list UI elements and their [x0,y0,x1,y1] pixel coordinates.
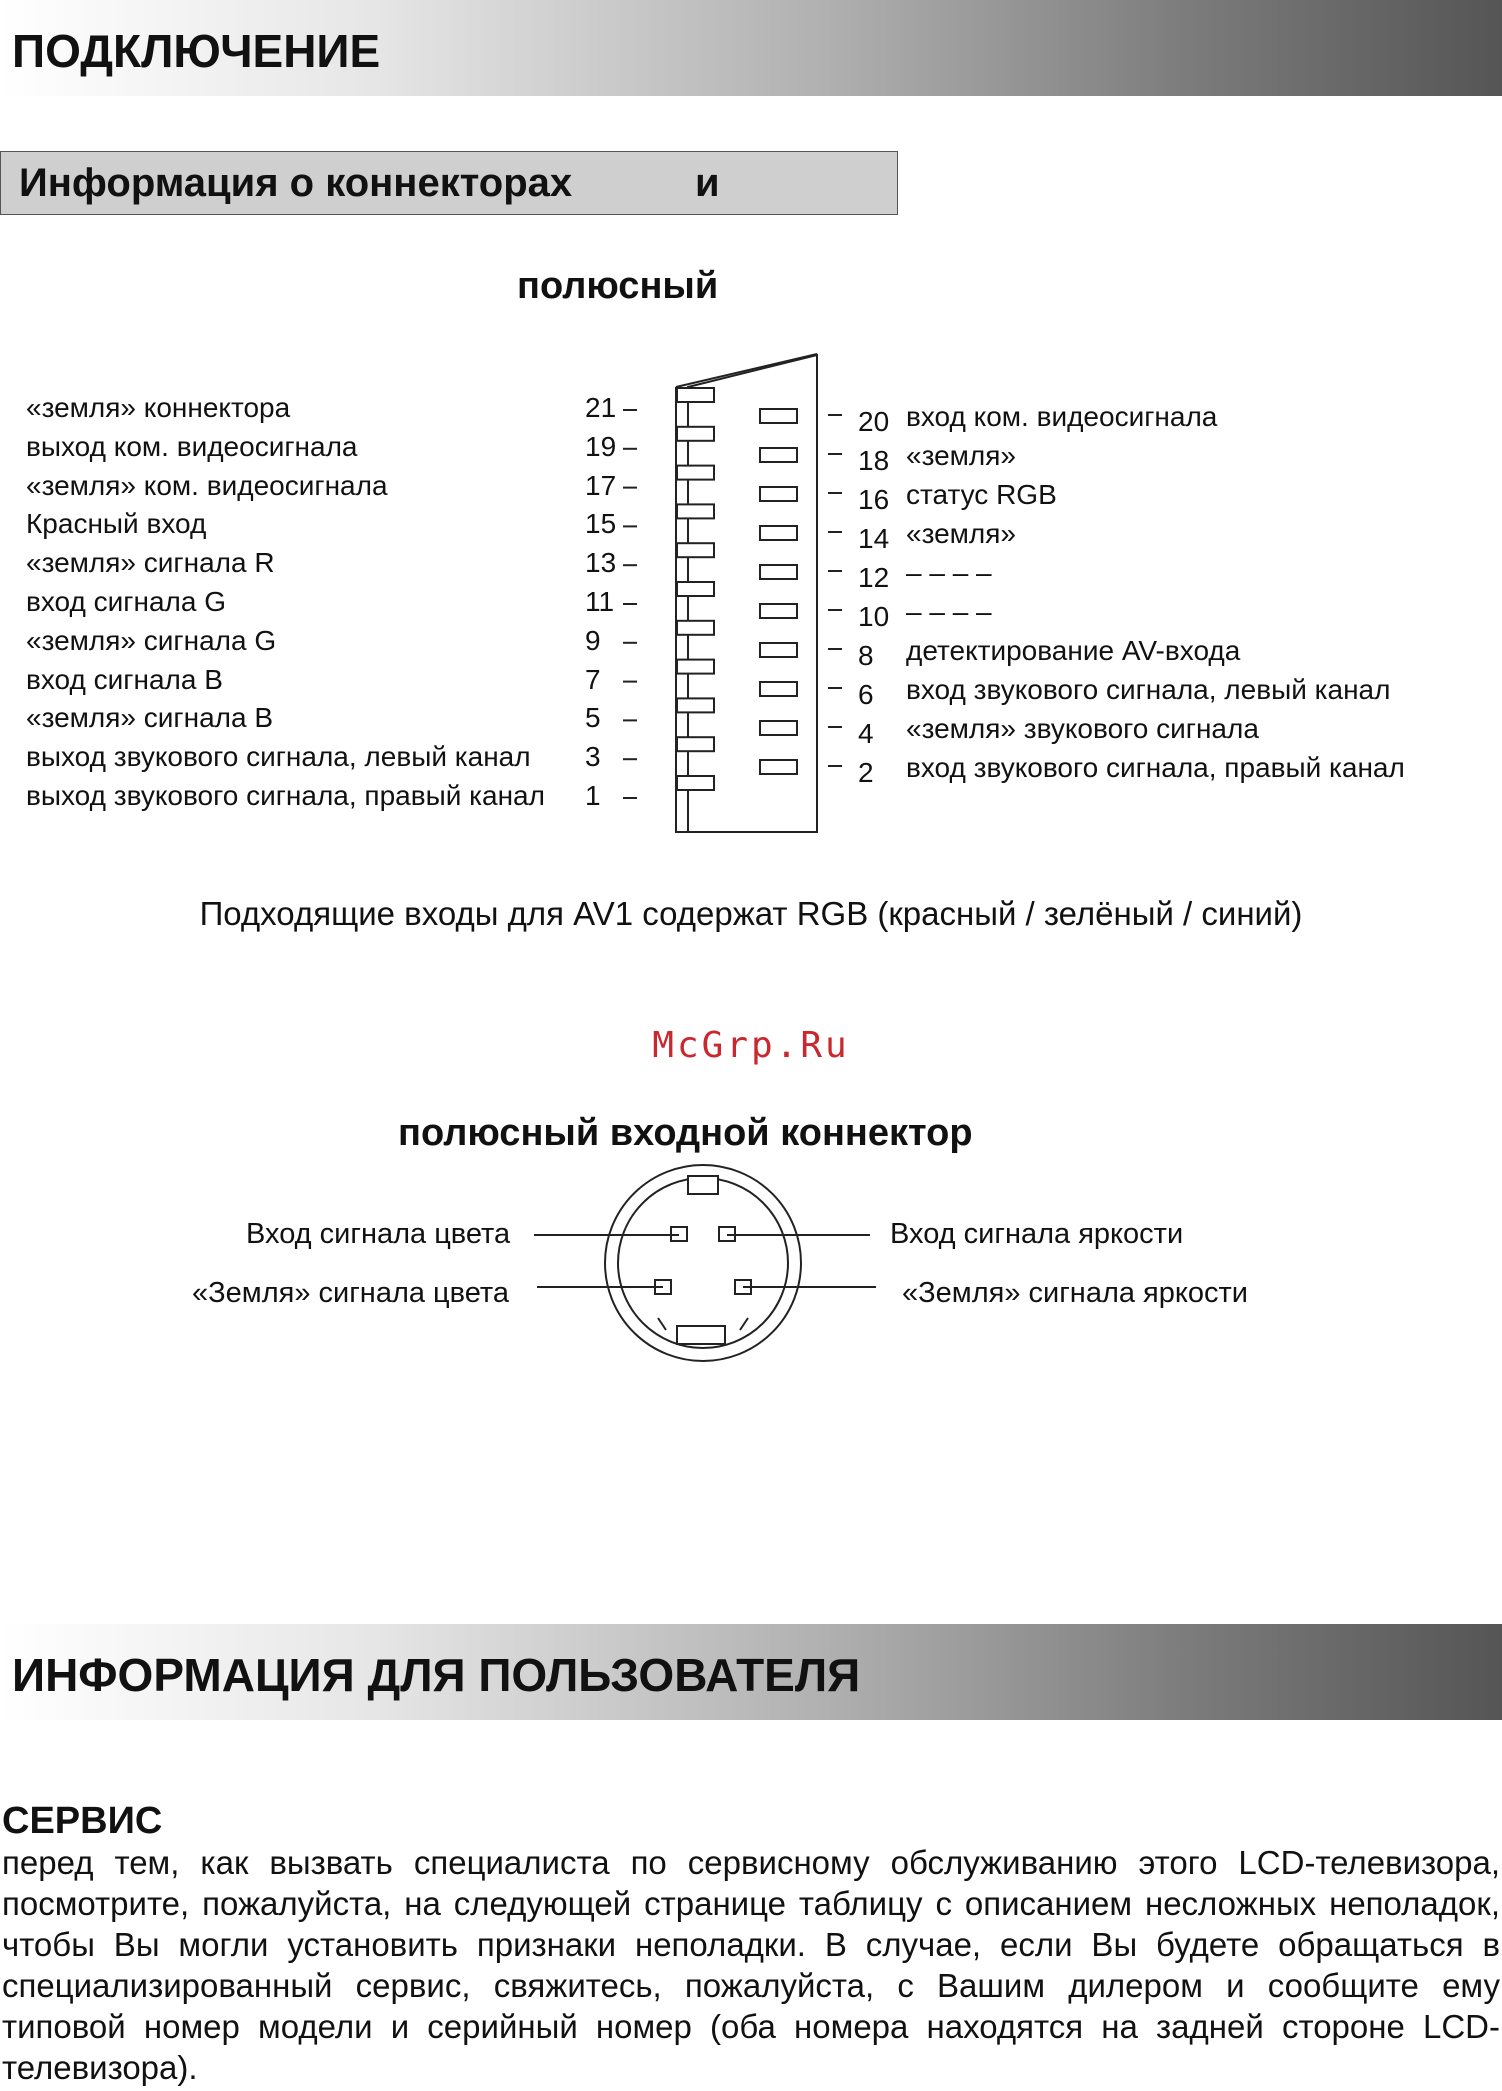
scart-right-pin-number: 8 [858,640,874,671]
scart-heading: полюсный [517,265,719,307]
svideo-key-top [688,1176,718,1194]
scart-left-pin-label: «земля» коннектора [26,392,291,423]
scart-right-pin-label: – – – – [906,557,992,588]
scart-left-pin-number: 17 [585,469,617,501]
scart-left-pin-label: «земля» сигнала R [26,547,275,579]
scart-left-pin-label: «земля» ком. видеосигнала [26,469,388,501]
scart-right-pin-number: 4 [858,718,874,749]
scart-right-pin-label: статус RGB [906,479,1057,510]
watermark: McGrp.Ru [652,1025,850,1066]
scart-right-pin-label: «земля» звукового сигнала [906,713,1259,744]
scart-right-pin-number: 14 [858,523,890,554]
svideo-inner-ring [618,1178,788,1348]
scart-right-pin-contact [760,409,797,423]
scart-left-pin-contact [677,504,714,518]
scart-right-pin-contact [760,721,797,735]
scart-right-pin-contact [760,448,797,462]
scart-right-pin-number: 10 [858,601,890,632]
subsection-header [0,151,898,215]
scart-right-pin-number: 12 [858,562,890,593]
scart-left-pin-number: 11 [585,586,615,617]
scart-left-pin-label: «земля» сигнала G [26,624,277,656]
scart-left-pin-label: выход звукового сигнала, правый канал [26,780,545,811]
subsection-title: Информация о коннекторах [19,161,573,205]
scart-left-pin-contact [677,582,714,596]
svideo-label-luma-in: Вход сигнала яркости [890,1218,1184,1250]
scart-left-pin-number: 21 [585,392,617,423]
scart-left-pin-contact [677,621,714,635]
scart-left-pin-number: 13 [585,547,617,579]
scart-right-pin-contact [760,760,797,774]
subsection-and: и [695,161,720,205]
scart-right-pin-label: вход ком. видеосигнала [906,401,1218,432]
scart-left-pin-label: вход сигнала G [26,586,226,617]
scart-right-pin-contact [760,487,797,501]
scart-right-pin-label: «земля» [906,518,1016,549]
svideo-outer-ring [605,1165,801,1361]
service-text: перед тем, как вызвать специалиста по сервисному обслуживанию этого LCD-телевизора, посмотрите, пожалуйста, на следующей странице таблицу с описанием несложных неполадок, чтобы Вы могли установить признаки неполадки. В случае, если Вы будете обращаться в специализированный сервис, свяжитесь, пожалуйста, с Вашим дилером и сообщите ему типовой номер модели и серийный номер (оба номера находятся на задней стороне LCD-телевизора). [2,1844,1500,2086]
scart-right-pin-label: «земля» [906,440,1016,471]
scart-right-pin-label: вход звукового сигнала, правый канал [906,752,1405,783]
scart-left-pin-contact [677,660,714,674]
scart-left-pin-contact [677,698,714,712]
scart-right-pin-number: 6 [858,679,874,710]
scart-left-pin-number: 5 [585,702,601,734]
svideo-key-bottom [677,1326,725,1344]
svideo-pin-color-in [671,1227,687,1241]
scart-right-pin-contact [760,604,797,618]
scart-left-pin-number: 15 [585,508,617,540]
section-title: ПОДКЛЮЧЕНИЕ [12,25,381,77]
scart-left-pin-contact [677,466,714,480]
section-banner-connection [0,0,1502,96]
scart-right-pin-number: 16 [858,484,890,515]
svideo-label-color-gnd: «Земля» сигнала цвета [192,1277,509,1309]
svideo-pin-luma-gnd [735,1280,751,1294]
scart-left-pin-label: выход ком. видеосигнала [26,430,358,462]
svideo-label-color-in: Вход сигнала цвета [246,1218,511,1250]
scart-left-pin-contact [677,737,714,751]
scart-left-pin-label: «земля» сигнала B [26,702,274,734]
scart-note: Подходящие входы для AV1 содержат RGB (красный / зелёный / синий) [199,895,1303,932]
scart-right-pin-label: вход звукового сигнала, левый канал [906,674,1391,705]
scart-right-pin-contact [760,682,797,696]
scart-right-pin-number: 20 [858,406,890,437]
scart-left-pin-contact [677,388,714,402]
scart-right-pin-label: детектирование AV-входа [906,635,1241,666]
scart-left-pin-label: вход сигнала B [26,663,223,695]
scart-right-pin-contact [760,526,797,540]
scart-left-pin-number: 7 [585,663,601,695]
scart-left-pin-label: выход звукового сигнала, левый канал [26,741,531,773]
scart-left-pin-contact [677,427,714,441]
svideo-heading: полюсный входной коннектор [398,1112,973,1154]
scart-left-pin-number: 19 [585,430,617,462]
scart-right-pin-contact [760,565,797,579]
service-title: СЕРВИС [2,1800,163,1842]
scart-left-pin-number: 9 [585,624,601,656]
scart-right-pin-number: 2 [858,757,874,788]
section-title: ИНФОРМАЦИЯ ДЛЯ ПОЛЬЗОВАТЕЛЯ [12,1649,861,1701]
scart-right-pin-number: 18 [858,445,890,476]
scart-left-pin-label: Красный вход [26,508,207,540]
section-banner-user-info [0,1624,1502,1720]
scart-left-pin-number: 3 [585,741,601,773]
scart-right-pin-contact [760,643,797,657]
scart-left-pin-number: 1 [585,780,601,811]
svideo-pin-color-gnd [655,1280,671,1294]
scart-left-pin-contact [677,776,714,790]
svideo-pin-luma-in [719,1227,735,1241]
scart-left-pin-contact [677,543,714,557]
scart-right-pin-label: – – – – [906,596,992,627]
svideo-label-luma-gnd: «Земля» сигнала яркости [902,1277,1249,1309]
